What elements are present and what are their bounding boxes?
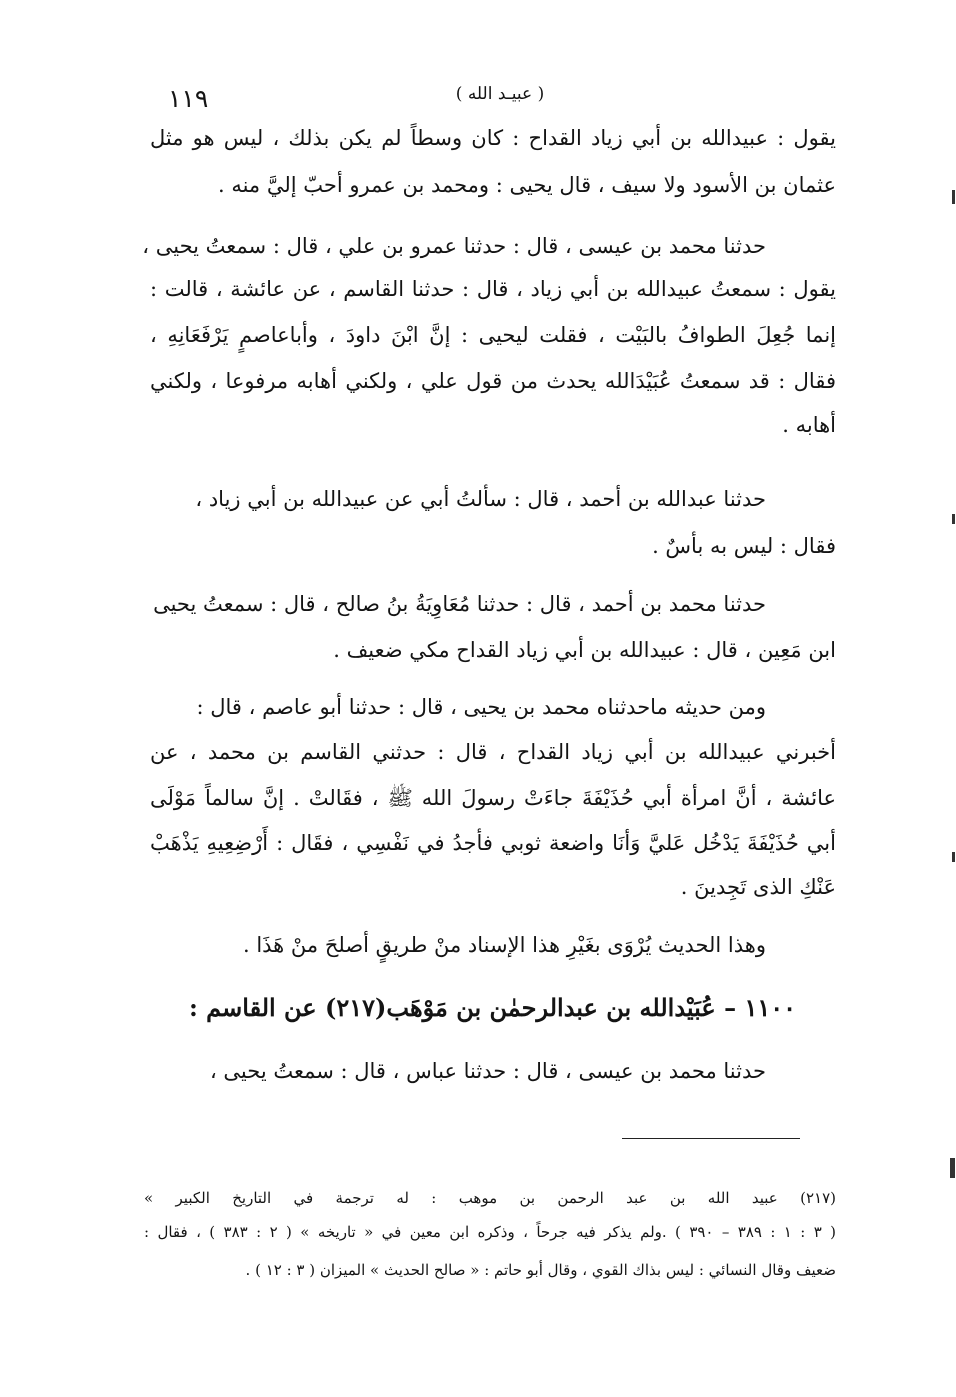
text-line: حدثنا محمد بن عيسى ، قال : حدثنا عباس ، قال : سمعتُ يحيى ، xyxy=(209,1059,766,1083)
text-line: أخبرني عبيدالله بن أبي زياد القداح ، قال : حدثني القاسم بن محمد ، عن xyxy=(150,740,836,764)
page-number: ١١٩ xyxy=(168,84,209,113)
text-line: ابن مَعِين ، قال : عبيدالله بن أبي زياد القداح مكي ضعيف . xyxy=(333,638,836,662)
footnote-separator xyxy=(622,1138,800,1139)
footnote-line: ( ٣ : ١ : ٣٨٩ – ٣٩٠ ) .ولم يذكر فيه جرحاً ، وذكره ابن معين في « تاريخه » ( ٢ : ٣٨٣ ) ، فقال : xyxy=(144,1223,837,1241)
scan-edge-mark xyxy=(950,1158,955,1178)
footnote-line: (٢١٧) عبيد الله بن عبد الرحمن بن موهب : له ترجمة في التاريخ الكبير » xyxy=(144,1189,836,1207)
entry-heading: ١١٠٠ – عُبَيْدالله بن عبدالرحمٰن بن مَوْهَب(٢١٧) عن القاسم : xyxy=(188,993,796,1022)
text-line: حدثنا عبدالله بن أحمد ، قال : سألتُ أبي عن عبيدالله بن أبي زياد ، xyxy=(195,487,766,511)
text-line: ومن حديثه ماحدثناه محمد بن يحيى ، قال : حدثنا أبو عاصم ، قال : xyxy=(196,695,766,719)
text-line: عائشة ، أنَّ امرأة أبي حُذَيْفَةَ جاءَتْ رسولَ الله ﷺ ، فقَالتْ . إنَّ سالماً مَوْلَى xyxy=(150,786,836,810)
text-line: عَنْكِ الذى تَجِدينَ . xyxy=(680,875,836,899)
scan-edge-mark xyxy=(952,514,955,524)
text-line: يقول : سمعتُ عبيدالله بن أبي زياد ، قال : حدثنا القاسم ، عن عائشة ، قالت : xyxy=(150,277,836,301)
text-line: أبي حُذَيْفَةَ يَدْخُل عَليَّ وَأنَا واضعة ثوبي فأجدُ في نَفْسِي ، فقَال : أَرْضِعِيهِ يَذْهَبْ xyxy=(150,831,836,855)
text-line: وهذا الحديث يُرْوَى بغَيْرِ هذا الإسناد منْ طريقٍ أصلحَ منْ هَذَا . xyxy=(242,933,766,957)
text-line: أهابه . xyxy=(782,413,836,437)
text-line: عثمان بن الأسود ولا سيف ، قال يحيى : ومحمد بن عمرو أحبّ إليَّ منه . xyxy=(217,173,836,197)
scan-edge-mark xyxy=(952,852,955,862)
text-line: إنما جُعِلَ الطوافُ بالبَيْت ، فقلت ليحيى : إنَّ ابْنَ داودَ ، وأباعاصمٍ يَرْفَعَانِهِ ، xyxy=(150,323,836,347)
footnote-line: ضعيف وقال النسائي : ليس بذاك القوي ، وقال أبو حاتم : « صالح الحديث » الميزان ( ٣ : ١٢ ) . xyxy=(245,1261,836,1279)
text-line: فقال : ليس به بأسٌ . xyxy=(652,534,836,558)
text-line: فقال : قد سمعتُ عُبَيْدَالله يحدث من قول علي ، ولكني أهابه مرفوعا ، ولكني xyxy=(150,369,836,393)
running-head: ( عبيـد الله ) xyxy=(455,84,545,104)
text-line: حدثنا محمد بن عيسى ، قال : حدثنا عمرو بن علي ، قال : سمعتُ يحيى ، xyxy=(142,234,766,258)
scan-edge-mark xyxy=(952,190,955,204)
text-line: يقول : عبيدالله بن أبي زياد القداح : كان وسطاً لم يكن بذلك ، ليس هو مثل xyxy=(150,126,836,150)
text-line: حدثنا محمد بن أحمد ، قال : حدثنا مُعَاوِيَةُ بنُ صالح ، قال : سمعتُ يحيى xyxy=(153,592,766,616)
